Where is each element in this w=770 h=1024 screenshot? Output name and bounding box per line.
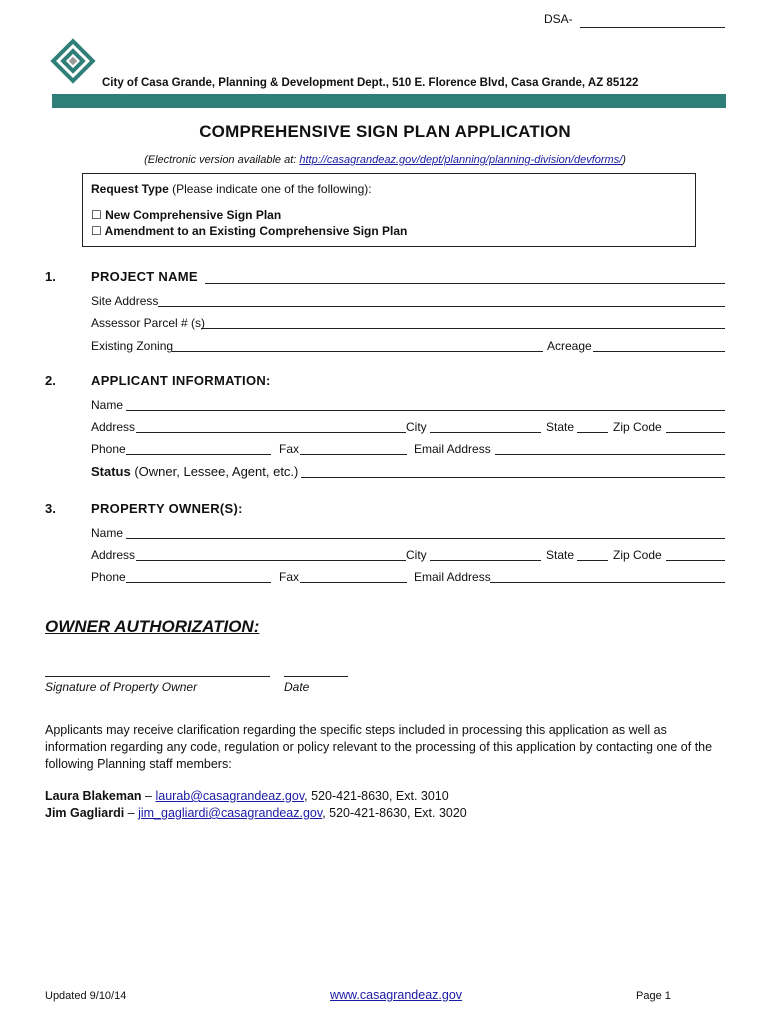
- owner-phone-label: Phone: [91, 570, 126, 584]
- request-type-heading: Request Type: [91, 182, 169, 196]
- request-type-label: [91, 182, 372, 196]
- address-line: City of Casa Grande, Planning & Development Dept., 510 E. Florence Blvd, Casa Grande, AZ 85122: [102, 77, 639, 89]
- status-hint: (Owner, Lessee, Agent, etc.): [130, 464, 299, 479]
- footer-page-number: Page 1: [636, 990, 671, 1002]
- owner-zip-field[interactable]: [666, 560, 725, 561]
- applicant-fax-label: Fax: [279, 442, 300, 456]
- option-amendment-label: Amendment to an Existing Comprehensive Sign Plan: [104, 224, 408, 238]
- applicant-email-label: Email Address: [414, 442, 491, 456]
- section2-number: 2.: [45, 373, 56, 388]
- acreage-field[interactable]: [593, 351, 725, 352]
- applicant-city-field[interactable]: [430, 432, 541, 433]
- contact-phone: , 520-421-8630, Ext. 3020: [322, 806, 467, 820]
- applicant-state-field[interactable]: [577, 432, 608, 433]
- status-field[interactable]: [301, 477, 725, 478]
- applicant-zip-label: Zip Code: [613, 420, 662, 434]
- applicant-name-field[interactable]: [126, 410, 725, 411]
- option-new-sign-plan[interactable]: [91, 208, 281, 222]
- applicant-city-label: City: [406, 420, 427, 434]
- applicant-zip-field[interactable]: [666, 432, 725, 433]
- zoning-field[interactable]: [172, 351, 543, 352]
- header-bar: [52, 94, 726, 108]
- contact-row: [45, 789, 449, 803]
- applicant-name-label: Name: [91, 398, 124, 412]
- section3-title: PROPERTY OWNER(S):: [91, 501, 243, 516]
- site-address-field[interactable]: [158, 306, 725, 307]
- status-heading: Status: [91, 464, 131, 479]
- signature-field[interactable]: [45, 676, 270, 677]
- dsa-field[interactable]: [580, 27, 725, 28]
- owner-name-field[interactable]: [126, 538, 725, 539]
- applicant-phone-field[interactable]: [126, 454, 271, 455]
- signature-label: Signature of Property Owner: [45, 680, 198, 694]
- section3-number: 3.: [45, 501, 56, 516]
- owner-city-label: City: [406, 548, 427, 562]
- applicant-address-field[interactable]: [136, 432, 406, 433]
- footer-updated: Updated 9/10/14: [45, 990, 127, 1002]
- applicant-address-label: Address: [91, 420, 136, 434]
- owner-zip-label: Zip Code: [613, 548, 662, 562]
- applicant-state-label: State: [546, 420, 575, 434]
- owner-fax-label: Fax: [279, 570, 300, 584]
- contact-name: Laura Blakeman: [45, 789, 142, 803]
- contact-row: [45, 806, 467, 820]
- request-type-hint: (Please indicate one of the following):: [168, 182, 372, 196]
- owner-fax-field[interactable]: [300, 582, 407, 583]
- zoning-label: Existing Zoning: [91, 339, 174, 353]
- owner-state-field[interactable]: [577, 560, 608, 561]
- devforms-link[interactable]: http://casagrandeaz.gov/dept/planning/planning-division/devforms/: [299, 154, 623, 166]
- owner-address-label: Address: [91, 548, 136, 562]
- contact-paragraph: Applicants may receive clarification regarding the specific steps included in processing this application as well as information regarding any code, regulation or policy relevant to the processing of this application by contacting one of the following Planning staff members:: [45, 723, 713, 771]
- owner-phone-field[interactable]: [126, 582, 271, 583]
- status-label: [91, 464, 298, 479]
- section2-title: APPLICANT INFORMATION:: [91, 373, 271, 388]
- owner-email-label: Email Address: [414, 570, 491, 584]
- owner-city-field[interactable]: [430, 560, 541, 561]
- date-field[interactable]: [284, 676, 348, 677]
- owner-authorization-title: OWNER AUTHORIZATION:: [45, 617, 260, 636]
- parcel-field[interactable]: [201, 328, 725, 329]
- section1-title: PROJECT NAME: [91, 269, 198, 284]
- owner-name-label: Name: [91, 526, 124, 540]
- subtitle-prefix: (Electronic version available at:: [144, 154, 300, 166]
- dsa-label: DSA-: [544, 12, 573, 26]
- contact-email-link[interactable]: laurab@casagrandeaz.gov: [155, 789, 305, 803]
- subtitle: (Electronic version available at: http://casagrandeaz.gov/dept/planning/planning-division/devforms/): [144, 154, 626, 166]
- contact-dash: –: [141, 789, 156, 803]
- contact-dash: –: [124, 806, 139, 820]
- owner-email-field[interactable]: [490, 582, 725, 583]
- option-new-label: New Comprehensive Sign Plan: [105, 208, 282, 222]
- checkbox-icon[interactable]: ☐: [91, 208, 102, 222]
- contact-name: Jim Gagliardi: [45, 806, 125, 820]
- parcel-label: Assessor Parcel # (s): [91, 316, 206, 330]
- site-address-label: Site Address: [91, 294, 159, 308]
- project-name-field[interactable]: [205, 283, 725, 284]
- applicant-phone-label: Phone: [91, 442, 126, 456]
- owner-address-field[interactable]: [136, 560, 406, 561]
- casa-grande-logo-icon: [48, 36, 98, 86]
- applicant-email-field[interactable]: [495, 454, 725, 455]
- date-label: Date: [284, 680, 310, 694]
- contact-phone: , 520-421-8630, Ext. 3010: [304, 789, 449, 803]
- page-title: COMPREHENSIVE SIGN PLAN APPLICATION: [199, 122, 571, 141]
- footer-website-link[interactable]: www.casagrandeaz.gov: [330, 988, 463, 1002]
- acreage-label: Acreage: [547, 339, 592, 353]
- owner-state-label: State: [546, 548, 575, 562]
- contact-email-link[interactable]: jim_gagliardi@casagrandeaz.gov: [138, 806, 323, 820]
- option-amendment[interactable]: [91, 224, 407, 238]
- section1-number: 1.: [45, 269, 56, 284]
- checkbox-icon[interactable]: ☐: [91, 224, 102, 238]
- applicant-fax-field[interactable]: [300, 454, 407, 455]
